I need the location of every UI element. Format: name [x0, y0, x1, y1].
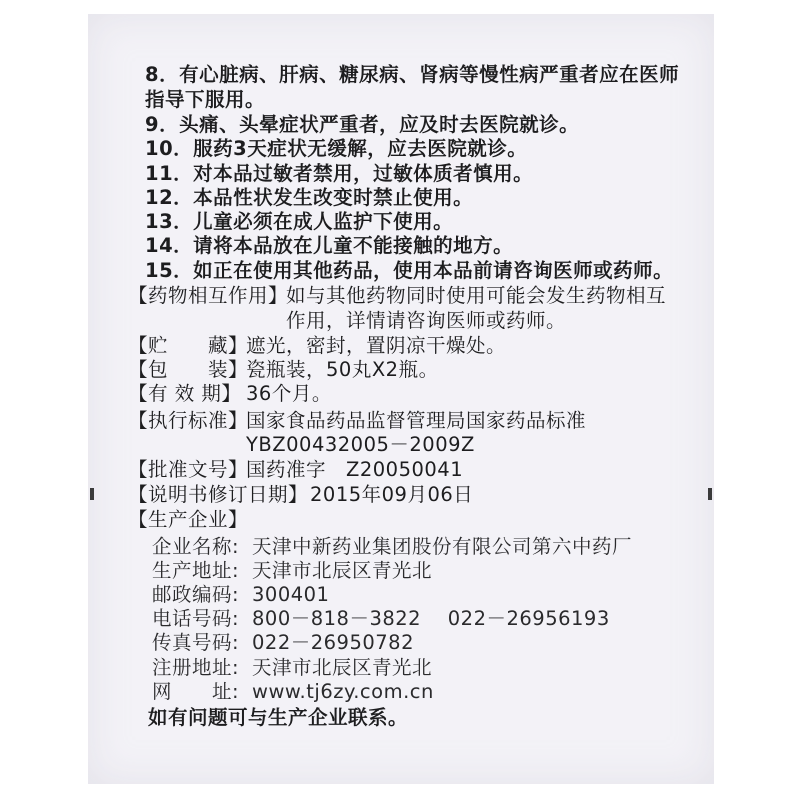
fax-value: 022－26950782: [252, 631, 414, 654]
registered-address-label: 注册地址:: [152, 656, 240, 679]
storage-label: 【贮 藏】: [128, 334, 249, 357]
interaction-text-line-2: 作用，详情请咨询医师或药师。: [286, 309, 567, 332]
item-13: 13．儿童必须在成人监护下使用。: [145, 210, 454, 233]
revision-value: 2015年09月06日: [310, 483, 474, 506]
item-12: 12．本品性状发生改变时禁止使用。: [145, 186, 474, 209]
footer-note: 如有问题可与生产企业联系。: [148, 706, 409, 729]
item-10: 10．服药3天症状无缓解，应去医院就诊。: [145, 137, 528, 160]
interaction-text-line-1: 如与其他药物同时使用可能会发生药物相互: [286, 284, 667, 307]
standard-label: 【执行标准】: [128, 409, 249, 432]
postcode-label: 邮政编码:: [152, 583, 240, 606]
item-9: 9．头痛、头晕症状严重者，应及时去医院就诊。: [145, 113, 580, 136]
item-8-line-2: 指导下服用。: [145, 88, 266, 111]
fax-label: 传真号码:: [152, 631, 240, 654]
approval-label: 【批准文号】: [128, 458, 249, 481]
item-14: 14．请将本品放在儿童不能接触的地方。: [145, 234, 514, 257]
company-name-value: 天津中新药业集团股份有限公司第六中药厂: [252, 535, 633, 558]
package-value: 瓷瓶装，50丸X2瓶。: [246, 358, 439, 381]
website-value: www.tj6zy.com.cn: [252, 680, 434, 703]
validity-value: 36个月。: [246, 382, 332, 405]
factory-address-value: 天津市北辰区青光北: [252, 559, 433, 582]
standard-line-1: 国家食品药品监督管理局国家药品标准: [246, 409, 587, 432]
phone-label: 电话号码:: [152, 607, 240, 630]
interaction-label: 【药物相互作用】: [128, 284, 289, 307]
storage-value: 遮光，密封，置阴凉干燥处。: [246, 334, 507, 357]
phone-value: 800－818－3822 022－26956193: [252, 607, 610, 630]
revision-label: 【说明书修订日期】: [128, 483, 309, 506]
website-label: 网 址:: [152, 680, 240, 703]
company-name-label: 企业名称:: [152, 535, 240, 558]
approval-value: 国药准字 Z20050041: [246, 458, 464, 481]
postcode-value: 300401: [252, 583, 330, 606]
factory-address-label: 生产地址:: [152, 559, 240, 582]
item-15: 15．如正在使用其他药品，使用本品前请咨询医师或药师。: [145, 259, 674, 282]
item-11: 11．对本品过敏者禁用，过敏体质者慎用。: [145, 162, 534, 185]
validity-label: 【有 效 期】: [128, 382, 242, 405]
registered-address-value: 天津市北辰区青光北: [252, 656, 433, 679]
standard-line-2: YBZ00432005－2009Z: [246, 433, 475, 456]
item-8-line-1: 8．有心脏病、肝病、糖尿病、肾病等慢性病严重者应在医师: [145, 63, 680, 86]
manufacturer-label: 【生产企业】: [128, 508, 249, 531]
package-label: 【包 装】: [128, 358, 249, 381]
